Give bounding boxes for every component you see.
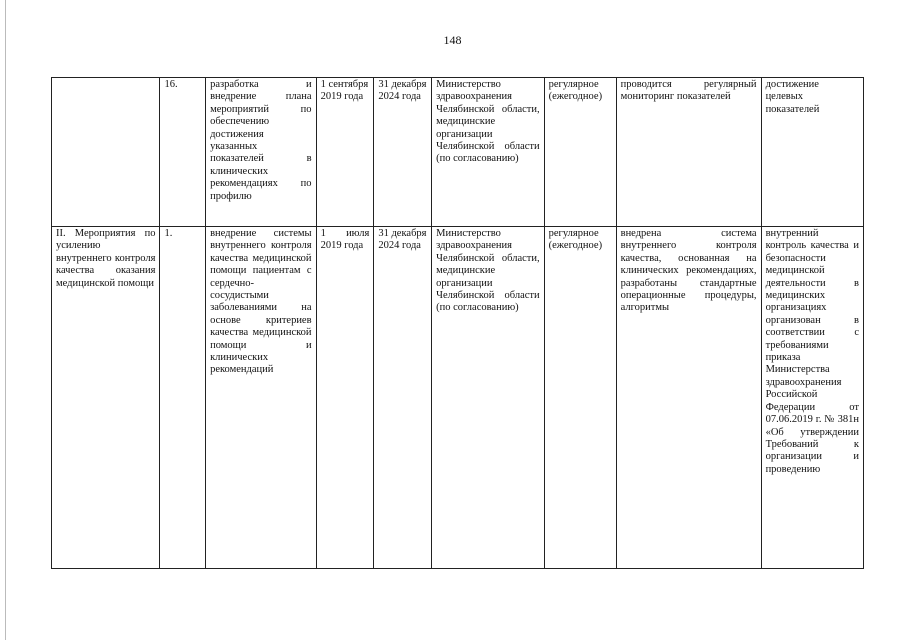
item-number-cell: 16. <box>160 78 206 227</box>
activity-cell: внедрение системы внутреннего контроля качества медицинской помощи пациентам с сердечно-сосудистыми заболеваниями на основе критериев качества медицинской помощи и клинических рекомендаций <box>206 227 316 569</box>
section-cell <box>52 78 160 227</box>
item-number-cell: 1. <box>160 227 206 569</box>
result-cell: проводится регулярный мониторинг показателей <box>616 78 761 227</box>
table-row <box>52 227 864 569</box>
responsible-cell: Министерство здравоохранения Челябинской области, медицинские организации Челябинской области (по согласованию) <box>432 78 545 227</box>
frequency-cell: регулярное (ежегодное) <box>544 78 616 227</box>
page-left-edge <box>5 0 6 640</box>
page-number: 148 <box>443 33 462 47</box>
start-date-cell: 1 июля 2019 года <box>316 227 374 569</box>
end-date-cell: 31 декабря 2024 года <box>374 227 432 569</box>
section-cell: II. Мероприятия по усилению внутреннего контроля качества оказания медицинской помощи <box>52 227 160 569</box>
activity-cell: разработка и внедрение плана мероприятий по обеспечению достижения указанных показателей в клинических рекомендациях по профилю <box>206 78 316 227</box>
frequency-cell: регулярное (ежегодное) <box>544 227 616 569</box>
start-date-cell: 1 сентября 2019 года <box>316 78 374 227</box>
action-plan-table <box>51 77 864 569</box>
responsible-cell: Министерство здравоохранения Челябинской области, медицинские организации Челябинской области (по согласованию) <box>432 227 545 569</box>
indicator-cell: достижение целевых показателей <box>761 78 863 227</box>
table-row <box>52 78 864 227</box>
result-cell: внедрена система внутреннего контроля качества, основанная на клинических рекомендациях, разработаны стандартные операционные процедуры, алгоритмы <box>616 227 761 569</box>
indicator-cell: внутренний контроль качества и безопасности медицинской деятельности в медицинских организациях организован в соответствии с требованиями приказа Министерства здравоохранения Российской Федерации от 07.06.2019 г. № 381н «Об утверждении Требований к организации и проведению <box>761 227 863 569</box>
end-date-cell: 31 декабря 2024 года <box>374 78 432 227</box>
